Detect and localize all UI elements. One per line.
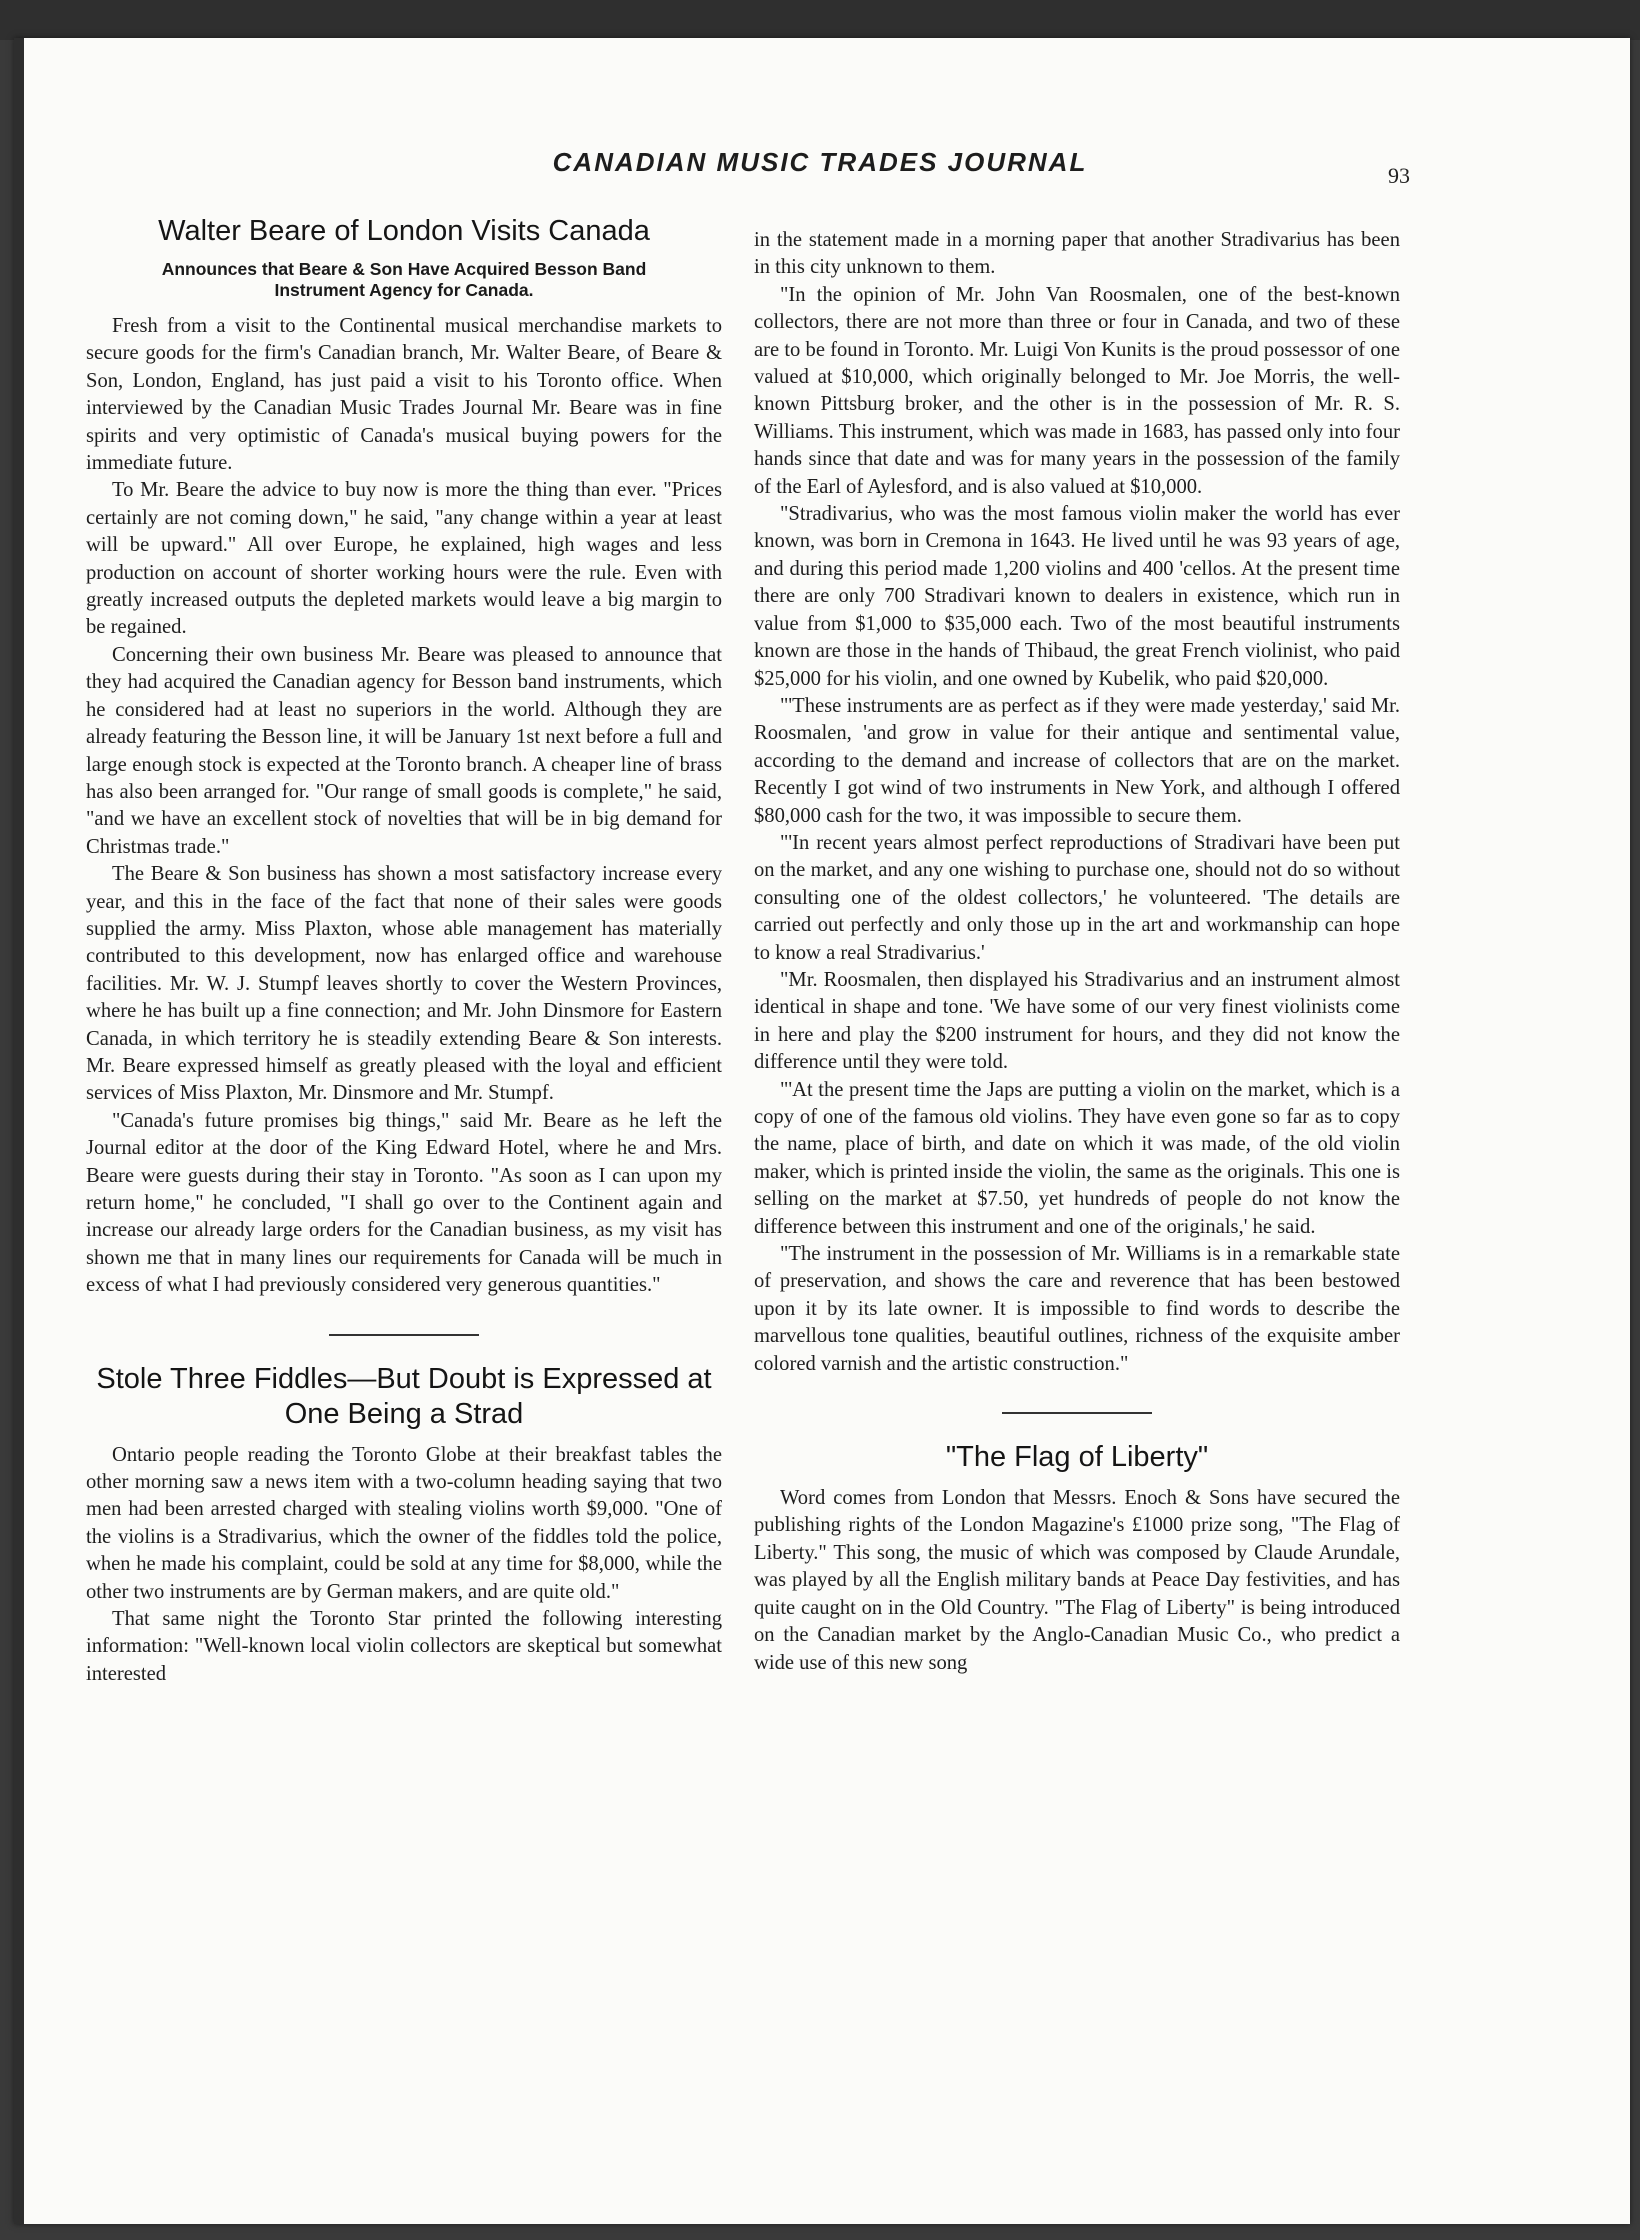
section-divider [1002, 1412, 1152, 1414]
right-column [754, 227, 1400, 1677]
article1-paragraph: To Mr. Beare the advice to buy now is more the thing than ever. "Prices certainly are not coming down," he said, "any change within a year at least will be upward." All over Europe, he explained, high wages and less production on account of shorter working hours were the rule. Even with greatly increased outputs the depleted markets would leave a big margin to be regained. [86, 479, 722, 639]
article1-paragraph: "Canada's future promises big things," said Mr. Beare as he left the Journal editor at the door of the King Edward Hotel, where he and Mrs. Beare were guests during their stay in Toronto. "As soon as I can upon my return home," he concluded, "I shall go over to the Continent again and increase our already large orders for the Canadian business, as my visit has shown me that in many lines our requirements for Canada will be much in excess of what I had previously considered very generous quantities." [86, 1109, 722, 1297]
article2-paragraph: "The instrument in the possession of Mr. Williams is in a remarkable state of preservation, and shows the care and reverence that has been bestowed upon it by its late owner. It is impossible to find words to describe the marvellous tone qualities, beautiful outlines, richness of the exquisite amber colored varnish and the artistic construction." [754, 1243, 1400, 1375]
article2-paragraph: "In the opinion of Mr. John Van Roosmalen, one of the best-known collectors, there are not more than three or four in Canada, and two of these are to be found in Toronto. Mr. Luigi Von Kunits is the proud possessor of one valued at $10,000, which originally belonged to Mr. Joe Morris, the well-known Pittsburg broker, and the other is in the possession of Mr. R. S. Williams. This instrument, which was made in 1683, has passed only into four hands since that date and was for many years in the possession of the family of the Earl of Aylesford, and is also valued at $10,000. [754, 283, 1400, 498]
article1-subtitle: Announces that Beare & Son Have Acquired Besson Band Instrument Agency for Canada. [161, 259, 647, 300]
section-divider [329, 1334, 479, 1336]
scan-top-border [0, 0, 1640, 40]
article2-paragraph: "Stradivarius, who was the most famous violin maker the world has ever known, was born in Cremona in 1643. He lived until he was 93 years of age, and during this period made 1,200 violins and 400 'cellos. At the present time there are only 700 Stradivari known to dealers in existence, which run in value from $1,000 to $35,000 each. Two of the most beautiful instruments known are those in the hands of Thibaud, the great French violinist, who paid $25,000 for his violin, and one owned by Kubelik, who paid $20,000. [754, 503, 1400, 690]
article2-paragraph: in the statement made in a morning paper that another Stradivarius has been in this city unknown to them. [754, 229, 1400, 279]
article1-paragraph: Concerning their own business Mr. Beare was pleased to announce that they had acquired the Canadian agency for Besson band instruments, which he considered had at least no superiors in the world. Although they are already featuring the Besson line, it will be January 1st next before a full and large enough stock is expected at the Toronto branch. A cheaper line of brass has also been arranged for. "Our range of small goods is complete," he said, "and we have an excellent stock of novelties that will be in big demand for Christmas trade." [86, 643, 722, 858]
article2-paragraph: "'At the present time the Japs are putting a violin on the market, which is a copy of one of the famous old violins. They have even gone so far as to copy the name, place of birth, and date on which it was made, of the old violin maker, which is printed inside the violin, the same as the originals. This one is selling on the market at $7.50, yet hundreds of people do not know the difference between this instrument and one of the originals,' he said. [754, 1078, 1400, 1238]
article1-paragraph: The Beare & Son business has shown a most satisfactory increase every year, and this in the face of the fact that none of their sales were goods supplied the army. Miss Plaxton, whose able management has materially contributed to this development, now has enlarged office and warehouse facilities. Mr. W. J. Stumpf leaves shortly to cover the Western Provinces, where he has built up a fine connection; and Mr. John Dinsmore for Eastern Canada, in which territory he is steadily extending Beare & Son interests. Mr. Beare expressed himself as greatly pleased with the loyal and efficient services of Miss Plaxton, Mr. Dinsmore and Mr. Stumpf. [86, 863, 722, 1105]
article2-paragraph: That same night the Toronto Star printed the following interesting information: "Well-known local violin collectors are skeptical but somewhat interested [86, 1608, 722, 1685]
article2-paragraph: "'These instruments are as perfect as if they were made yesterday,' said Mr. Roosmalen, 'and grow in value for their antique and sentimental value, according to the demand and increase of collectors that are on the market. Recently I got wind of two instruments in New York, and although I offered $80,000 cash for the two, it was impossible to secure them. [754, 694, 1400, 827]
article1-paragraph: Fresh from a visit to the Continental musical merchandise markets to secure goods for the firm's Canadian branch, Mr. Walter Beare, of Beare & Son, London, England, has just paid a visit to his Toronto office. When interviewed by the Canadian Music Trades Journal Mr. Beare was in fine spirits and very optimistic of Canada's musical buying powers for the immediate future. [86, 315, 722, 475]
article2-paragraph: "'In recent years almost perfect reproductions of Stradivari have been put on the market, and any one wishing to purchase one, should not do so without consulting one of the oldest collectors,' he volunteered. 'The details are carried out perfectly and only those up in the art and workmanship can hope to know a real Stradivarius.' [754, 831, 1400, 964]
article1-title: Walter Beare of London Visits Canada [158, 215, 650, 247]
article2-paragraph: Ontario people reading the Toronto Globe at their breakfast tables the other morning saw a news item with a two-column heading saying that two men had been arrested charged with stealing violins worth $9,000. "One of the violins is a Stradivarius, which the owner of the fiddles told the police, when he made his complaint, could be sold at any time for $8,000, while the other two instruments are by German makers, and are quite old." [86, 1443, 722, 1603]
running-head: CANADIAN MUSIC TRADES JOURNAL [552, 147, 1088, 177]
page-spine-edge [14, 38, 24, 2224]
left-column [86, 208, 722, 1688]
article3-title: "The Flag of Liberty" [945, 1441, 1209, 1474]
page-number: 93 [1388, 163, 1410, 188]
article2-paragraph: "Mr. Roosmalen, then displayed his Stradivarius and an instrument almost identical in shape and tone. 'We have some of our very finest violinists come in here and play the $200 instrument for hours, and they did not know the difference until they were told. [754, 968, 1400, 1074]
article3-paragraph: Word comes from London that Messrs. Enoch & Sons have secured the publishing rights of the London Magazine's £1000 prize song, "The Flag of Liberty." This song, the music of which was composed by Claude Arundale, was played by all the English military bands at Peace Day festivities, and has quite caught on in the Old Country. "The Flag of Liberty" is being introduced on the Canadian market by the Anglo-Canadian Music Co., who predict a wide use of this new song [754, 1487, 1400, 1674]
article2-title: Stole Three Fiddles—But Doubt is Expressed at One Being a Strad [96, 1362, 712, 1430]
